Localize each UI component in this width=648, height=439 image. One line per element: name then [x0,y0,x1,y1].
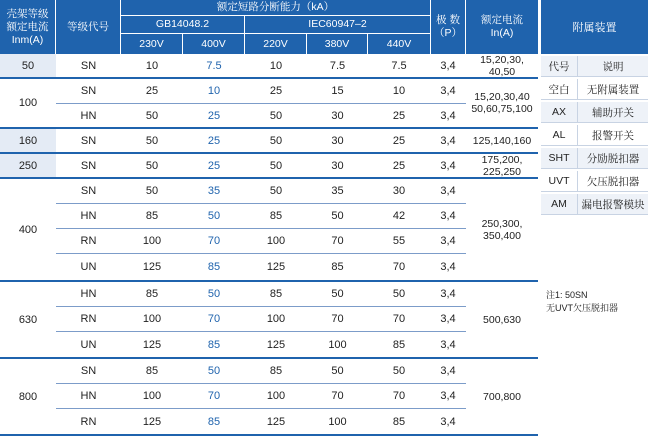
poles-header: 极 数 （P） [430,0,466,54]
poles-cell: 3,4 [430,384,466,409]
frame-rating-cell: 100 [0,79,56,129]
breaking-value-cell: 70 [183,307,245,332]
breaking-value-cell: 35 [183,179,245,204]
breaking-value-cell: 7.5 [368,54,430,79]
poles-cell: 3,4 [430,307,466,332]
rated-current-cell: 15,20,30, 40,50 [466,54,538,79]
grade-code-cell: RN [56,229,121,254]
accessory-description: 说明 [602,60,624,73]
accessory-row [541,56,648,77]
frame-rating-cell: 160 [0,129,56,154]
breaking-capacity-header: 额定短路分断能力（kA） [121,0,430,16]
breaking-value-cell: 25 [183,129,245,154]
breaking-value-cell: 30 [368,179,430,204]
breaking-value-cell: 85 [245,359,307,384]
breaking-value-cell: 10 [183,79,245,104]
breaking-value-cell: 50 [183,282,245,307]
breaking-value-cell: 100 [307,332,368,359]
accessory-title: 附属装置 [541,0,648,54]
voltage-header: 440V [368,34,430,54]
accessory-description: 分励脱扣器 [586,152,640,165]
breaking-value-cell: 100 [245,384,307,409]
breaking-value-cell: 10 [368,79,430,104]
iec-standard-header: IEC60947–2 [245,16,430,34]
breaking-value-cell: 125 [245,254,307,282]
breaking-value-cell: 70 [183,384,245,409]
frame-rating-cell: 250 [0,154,56,179]
breaking-value-cell: 35 [307,179,368,204]
poles-cell: 3,4 [430,204,466,229]
breaking-value-cell: 50 [183,204,245,229]
voltage-header: 400V [183,34,245,54]
poles-cell: 3,4 [430,79,466,104]
gb-standard-header: GB14048.2 [121,16,245,34]
breaking-value-cell: 50 [245,179,307,204]
breaking-value-cell: 100 [121,307,183,332]
breaking-value-cell: 7.5 [307,54,368,79]
accessory-code: 代号 [541,56,578,76]
breaking-value-cell: 70 [183,229,245,254]
breaking-value-cell: 125 [245,409,307,436]
breaking-value-cell: 125 [245,332,307,359]
breaking-value-cell: 50 [121,129,183,154]
frame-rating-cell: 800 [0,359,56,436]
poles-cell: 3,4 [430,229,466,254]
accessory-row [541,125,648,146]
grade-code-cell: SN [56,179,121,204]
breaking-value-cell: 85 [368,409,430,436]
breaking-value-cell: 50 [368,282,430,307]
accessory-row [541,148,648,169]
breaking-value-cell: 15 [307,79,368,104]
grade-code-cell: HN [56,104,121,129]
breaking-value-cell: 85 [121,359,183,384]
breaking-value-cell: 42 [368,204,430,229]
breaking-value-cell: 30 [307,104,368,129]
breaking-value-cell: 7.5 [183,54,245,79]
poles-cell: 3,4 [430,332,466,359]
breaking-value-cell: 50 [307,282,368,307]
breaking-value-cell: 85 [121,282,183,307]
breaking-value-cell: 100 [121,384,183,409]
rated-current-cell: 125,140,160 [466,129,538,154]
breaking-value-cell: 50 [245,104,307,129]
poles-cell: 3,4 [430,254,466,282]
breaking-value-cell: 70 [307,384,368,409]
breaking-value-cell: 50 [307,359,368,384]
poles-cell: 3,4 [430,129,466,154]
accessory-row [541,171,648,192]
grade-code-cell: UN [56,332,121,359]
accessory-description: 无附属装置 [586,83,640,96]
breaking-value-cell: 70 [368,307,430,332]
breaking-value-cell: 125 [121,409,183,436]
footnote-line-2: 无UVT欠压脱扣器 [546,303,619,313]
grade-code-cell: SN [56,154,121,179]
frame-rating-cell: 50 [0,54,56,79]
accessory-description: 欠压脱扣器 [586,175,640,188]
breaking-value-cell: 85 [245,282,307,307]
rated-current-cell: 15,20,30,40 50,60,75,100 [466,79,538,129]
breaking-value-cell: 85 [307,254,368,282]
rated-current-cell: 500,630 [466,282,538,359]
accessory-code: 空白 [541,79,578,99]
breaking-value-cell: 25 [183,104,245,129]
breaking-value-cell: 85 [245,204,307,229]
breaking-value-cell: 25 [368,129,430,154]
poles-cell: 3,4 [430,104,466,129]
grade-code-cell: RN [56,307,121,332]
frame-rating-header: 壳架等级 额定电流 Inm(A) [0,0,56,54]
grade-code-cell: HN [56,384,121,409]
breaking-value-cell: 50 [121,104,183,129]
rated-current-cell: 175,200, 225,250 [466,154,538,179]
frame-rating-cell: 630 [0,282,56,359]
breaking-value-cell: 100 [245,307,307,332]
grade-code-cell: UN [56,254,121,282]
accessory-description: 报警开关 [592,129,634,142]
breaking-value-cell: 100 [245,229,307,254]
breaking-value-cell: 30 [307,154,368,179]
rated-current-header: 额定电流 In(A) [466,0,538,54]
grade-code-cell: SN [56,129,121,154]
accessory-description: 辅助开关 [592,106,634,119]
rated-current-cell: 250,300, 350,400 [466,179,538,282]
voltage-header: 230V [121,34,183,54]
voltage-header: 220V [245,34,307,54]
breaking-value-cell: 70 [368,384,430,409]
grade-code-cell: SN [56,54,121,79]
grade-code-cell: SN [56,359,121,384]
rated-current-cell: 700,800 [466,359,538,436]
accessory-code: AX [541,102,578,122]
grade-code-cell: SN [56,79,121,104]
breaking-value-cell: 50 [245,154,307,179]
breaking-value-cell: 50 [121,179,183,204]
breaking-value-cell: 125 [121,254,183,282]
poles-cell: 3,4 [430,179,466,204]
breaking-value-cell: 70 [307,229,368,254]
accessory-code: AM [541,194,578,214]
voltage-header: 380V [307,34,368,54]
accessory-code: UVT [541,171,578,191]
accessory-code: AL [541,125,578,145]
footnote-line-1: 注1: 50SN [546,290,588,300]
breaking-value-cell: 85 [121,204,183,229]
footnote [546,289,646,315]
accessory-row [541,102,648,123]
accessory-description: 漏电报警模块 [581,198,645,211]
breaking-value-cell: 50 [121,154,183,179]
frame-rating-cell: 400 [0,179,56,282]
breaking-value-cell: 85 [183,332,245,359]
breaking-value-cell: 100 [307,409,368,436]
breaking-value-cell: 70 [307,307,368,332]
accessory-code: SHT [541,148,578,168]
breaking-value-cell: 50 [307,204,368,229]
breaking-value-cell: 85 [183,254,245,282]
breaking-value-cell: 50 [245,129,307,154]
breaking-value-cell: 70 [368,254,430,282]
breaking-value-cell: 85 [183,409,245,436]
breaking-value-cell: 25 [368,104,430,129]
poles-cell: 3,4 [430,154,466,179]
breaking-value-cell: 30 [307,129,368,154]
poles-cell: 3,4 [430,54,466,79]
breaking-value-cell: 50 [368,359,430,384]
poles-cell: 3,4 [430,359,466,384]
breaking-value-cell: 55 [368,229,430,254]
breaking-value-cell: 25 [183,154,245,179]
breaking-value-cell: 10 [121,54,183,79]
breaking-value-cell: 25 [121,79,183,104]
grade-code-cell: RN [56,409,121,436]
breaking-value-cell: 25 [368,154,430,179]
accessory-row [541,79,648,100]
poles-cell: 3,4 [430,282,466,307]
breaking-value-cell: 85 [368,332,430,359]
poles-cell: 3,4 [430,409,466,436]
accessory-row [541,194,648,215]
breaking-value-cell: 25 [245,79,307,104]
grade-code-cell: HN [56,282,121,307]
breaking-value-cell: 10 [245,54,307,79]
breaking-value-cell: 50 [183,359,245,384]
grade-code-cell: HN [56,204,121,229]
breaking-value-cell: 125 [121,332,183,359]
grade-code-header: 等级代号 [56,0,121,54]
breaking-value-cell: 100 [121,229,183,254]
